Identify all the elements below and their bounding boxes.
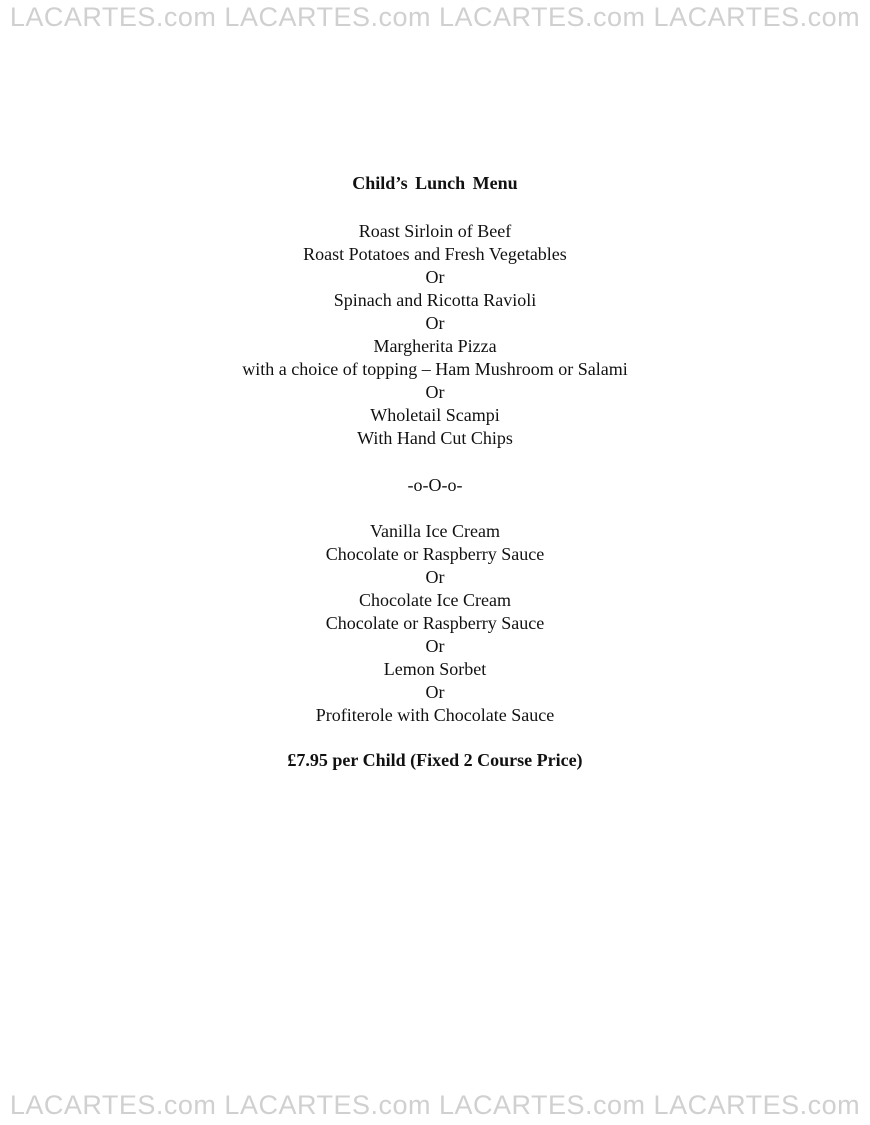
watermark-bottom: LACARTES.com LACARTES.com LACARTES.com LACARTES.com: [9, 1090, 861, 1120]
main-item: with a choice of topping – Ham Mushroom or Salami: [242, 359, 628, 379]
course-divider: -o-O-o-: [407, 475, 463, 495]
dessert-item: Chocolate or Raspberry Sauce: [325, 613, 545, 633]
or-separator: Or: [425, 267, 445, 287]
dessert-item: Lemon Sorbet: [383, 659, 487, 679]
or-separator: Or: [425, 382, 445, 402]
main-item: Roast Sirloin of Beef: [358, 221, 512, 241]
or-separator: Or: [425, 567, 445, 587]
price-line: £7.95 per Child (Fixed 2 Course Price): [287, 750, 583, 770]
dessert-item: Profiterole with Chocolate Sauce: [315, 705, 555, 725]
main-item: Roast Potatoes and Fresh Vegetables: [303, 244, 567, 264]
menu-document: [0, 172, 870, 771]
dessert-item: Chocolate Ice Cream: [359, 590, 511, 610]
mains-section: [0, 220, 870, 450]
or-separator: Or: [425, 636, 445, 656]
desserts-section: [0, 520, 870, 727]
or-separator: Or: [425, 313, 445, 333]
main-item: Margherita Pizza: [373, 336, 497, 356]
watermark-top: LACARTES.com LACARTES.com LACARTES.com LACARTES.com: [9, 2, 861, 32]
main-item: Spinach and Ricotta Ravioli: [333, 290, 537, 310]
dessert-item: Chocolate or Raspberry Sauce: [325, 544, 545, 564]
or-separator: Or: [425, 682, 445, 702]
menu-title: Child’s Lunch Menu: [352, 173, 518, 193]
dessert-item: Vanilla Ice Cream: [370, 521, 500, 541]
main-item: With Hand Cut Chips: [357, 428, 513, 448]
main-item: Wholetail Scampi: [370, 405, 500, 425]
